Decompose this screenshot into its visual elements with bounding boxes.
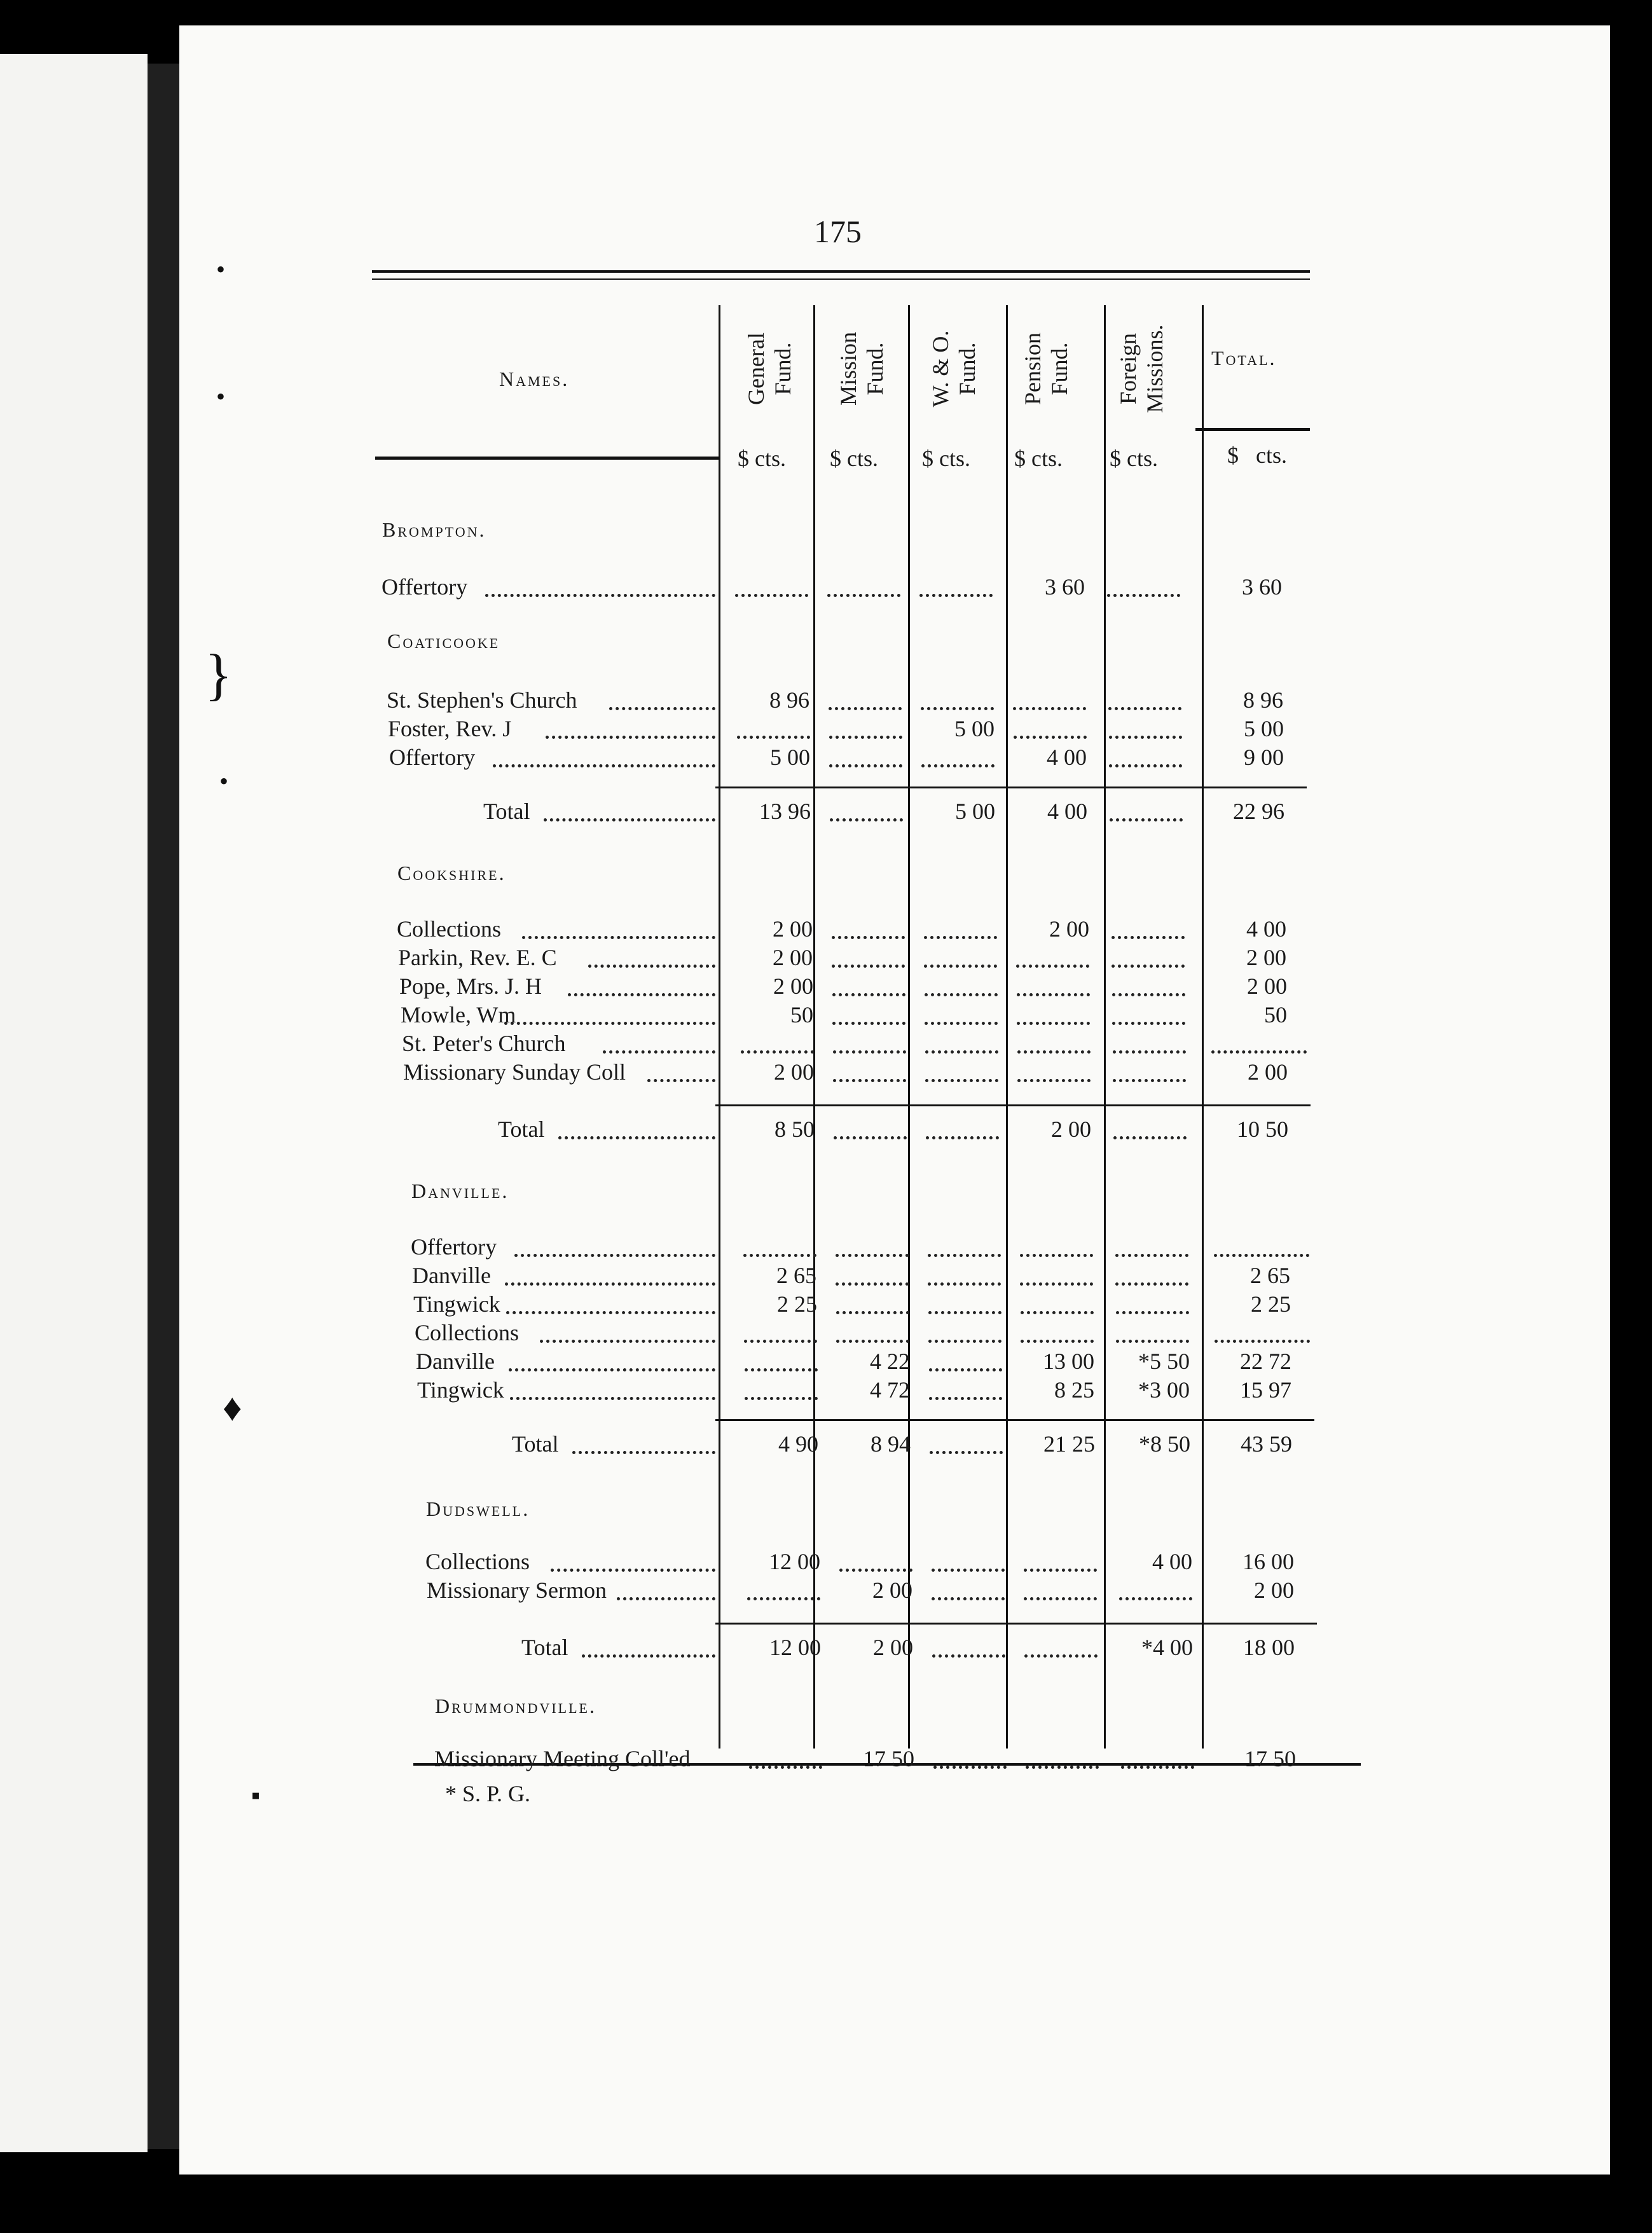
empty-cell-dots: [1107, 594, 1180, 597]
total-label: Total: [521, 1635, 568, 1660]
empty-cell-dots: [1017, 1050, 1091, 1054]
empty-cell-dots: [928, 1282, 1001, 1286]
fund-value: 2 00: [872, 1577, 912, 1603]
empty-cell-dots: [1020, 1282, 1093, 1286]
entry-name: Missionary Sermon: [427, 1577, 607, 1603]
leader-dots: [510, 1397, 715, 1400]
empty-cell-dots: [925, 1022, 998, 1025]
empty-cell-dots: [836, 1311, 909, 1314]
empty-cell-dots: [735, 594, 808, 597]
names-header: Names.: [499, 368, 570, 390]
empty-cell-dots: [1119, 1597, 1192, 1600]
empty-cell-dots: [1109, 736, 1182, 739]
empty-cell-dots: [749, 1766, 822, 1769]
empty-cell-dots: [932, 1569, 1005, 1572]
empty-cell-dots: [832, 936, 905, 939]
entry-name: Danville: [416, 1349, 495, 1374]
section-heading: Brompton.: [382, 518, 486, 541]
fund-value: 13 00: [1043, 1349, 1094, 1374]
empty-cell-dots: [921, 764, 995, 767]
empty-cell-dots: [1024, 1569, 1097, 1572]
leader-dots: [540, 1340, 715, 1343]
empty-cell-dots: [1021, 1340, 1094, 1343]
leader-dots: [505, 1282, 715, 1286]
empty-cell-dots: [929, 1397, 1002, 1400]
empty-cell-dots: [832, 1022, 905, 1025]
empty-cell-dots: [1026, 1766, 1099, 1769]
empty-cell-dots: [1115, 1254, 1188, 1257]
column-header: [814, 305, 909, 432]
row-total: 22 72: [1240, 1349, 1291, 1374]
column-header: [906, 305, 1002, 432]
bracket-mark: }: [205, 643, 233, 706]
entry-name: Offertory: [411, 1234, 497, 1260]
fund-value: *8 50: [1139, 1431, 1190, 1457]
fund-value: *5 50: [1138, 1349, 1190, 1374]
entry-name: Offertory: [389, 745, 476, 770]
empty-cell-dots: [928, 1340, 1002, 1343]
row-total: 2 65: [1250, 1263, 1290, 1288]
fund-value: 8 25: [1054, 1377, 1094, 1403]
column-header-label: Foreign Missions.: [1115, 324, 1167, 413]
fund-value: 2 00: [774, 1059, 814, 1085]
fund-value: 8 50: [774, 1116, 815, 1142]
leader-dots: [544, 818, 715, 821]
column-divider: [813, 305, 815, 1749]
fund-value: 5 00: [770, 745, 810, 770]
empty-cell-dots: [1017, 1079, 1091, 1082]
scan-border: [1610, 64, 1652, 2233]
total-label: Total: [498, 1116, 545, 1142]
fund-value: 17 50: [863, 1746, 914, 1771]
empty-cell-dots: [839, 1569, 912, 1572]
empty-total-dots: [1214, 1254, 1309, 1257]
empty-cell-dots: [925, 1079, 998, 1082]
fund-value: 3 60: [1045, 574, 1085, 600]
row-total: 17 50: [1244, 1746, 1296, 1771]
fund-value: 21 25: [1043, 1431, 1095, 1457]
total-header: Total.: [1211, 347, 1277, 369]
empty-cell-dots: [829, 707, 902, 710]
empty-cell-dots: [745, 1397, 818, 1400]
empty-cell-dots: [836, 1254, 909, 1257]
fund-value: 2 00: [773, 973, 813, 999]
entry-name: Collections: [425, 1549, 530, 1574]
names-rule: [375, 457, 719, 460]
empty-cell-dots: [1112, 936, 1185, 939]
entry-name: Missionary Meeting Coll'ed: [434, 1746, 691, 1771]
column-divider: [1202, 305, 1204, 1749]
column-header-label: Mission Fund.: [836, 331, 888, 406]
fund-value: 2 00: [773, 945, 813, 970]
leader-dots: [504, 1022, 715, 1025]
fund-value: 4 00: [1047, 745, 1087, 770]
empty-cell-dots: [827, 594, 900, 597]
empty-cell-dots: [1016, 965, 1089, 968]
fund-value: 4 22: [870, 1349, 910, 1374]
row-total: 4 00: [1246, 916, 1286, 942]
facing-page: [0, 54, 148, 2152]
row-total: 16 00: [1242, 1549, 1294, 1574]
empty-cell-dots: [1112, 965, 1185, 968]
entry-name: Danville: [412, 1263, 491, 1288]
empty-cell-dots: [926, 1136, 999, 1139]
empty-cell-dots: [832, 993, 905, 996]
empty-total-dots: [1215, 1340, 1310, 1343]
column-divider: [1006, 305, 1008, 1749]
empty-cell-dots: [1013, 707, 1086, 710]
unit-label: $ cts.: [1014, 446, 1063, 471]
empty-cell-dots: [1017, 1022, 1090, 1025]
leader-dots: [603, 1050, 715, 1054]
empty-cell-dots: [929, 1368, 1002, 1371]
column-header: [998, 305, 1094, 432]
section-heading: Dudswell.: [426, 1497, 530, 1520]
fund-value: 12 00: [769, 1635, 821, 1660]
fund-value: 4 72: [870, 1377, 910, 1403]
column-header: [722, 305, 817, 432]
section-heading: Danville.: [411, 1179, 509, 1202]
fund-value: 2 00: [873, 1635, 913, 1660]
section-heading: Cookshire.: [397, 862, 506, 884]
leader-dots: [506, 1311, 715, 1314]
row-total: 2 00: [1246, 945, 1286, 970]
leader-dots: [522, 936, 715, 939]
leader-dots: [509, 1368, 715, 1371]
leader-dots: [588, 965, 715, 968]
empty-cell-dots: [1112, 993, 1185, 996]
empty-cell-dots: [1115, 1282, 1188, 1286]
unit-label: $ cts.: [738, 446, 786, 471]
page-number: 175: [814, 214, 862, 249]
empty-cell-dots: [1113, 1136, 1187, 1139]
row-total: 2 00: [1248, 1059, 1288, 1085]
empty-cell-dots: [921, 707, 994, 710]
fund-value: 2 00: [773, 916, 813, 942]
row-total: 2 25: [1251, 1291, 1291, 1317]
total-label: Total: [512, 1431, 559, 1457]
empty-cell-dots: [928, 1311, 1002, 1314]
entry-name: Offertory: [382, 574, 468, 600]
empty-cell-dots: [1017, 993, 1090, 996]
fund-value: 5 00: [955, 799, 995, 824]
entry-name: Tingwick: [413, 1291, 500, 1317]
row-total: 10 50: [1237, 1116, 1288, 1142]
row-total: 18 00: [1243, 1635, 1295, 1660]
fund-value: 2 25: [777, 1291, 817, 1317]
empty-cell-dots: [836, 1282, 909, 1286]
leader-dots: [582, 1654, 715, 1658]
leader-dots: [551, 1569, 715, 1572]
row-total: 5 00: [1244, 716, 1284, 741]
empty-cell-dots: [919, 594, 993, 597]
row-total: 43 59: [1241, 1431, 1292, 1457]
empty-cell-dots: [925, 1050, 998, 1054]
row-total: 50: [1264, 1002, 1287, 1027]
empty-cell-dots: [1014, 736, 1087, 739]
entry-name: Collections: [415, 1320, 519, 1345]
unit-label: $ cts.: [830, 446, 878, 471]
stray-mark: ♦: [223, 1387, 242, 1429]
entry-name: Collections: [397, 916, 501, 942]
empty-cell-dots: [1116, 1340, 1189, 1343]
fund-value: 4 00: [1047, 799, 1087, 824]
empty-cell-dots: [930, 1451, 1003, 1454]
empty-cell-dots: [1108, 707, 1181, 710]
empty-cell-dots: [745, 1368, 818, 1371]
empty-cell-dots: [1112, 1022, 1185, 1025]
entry-name: Foster, Rev. J: [388, 716, 512, 741]
footnote: * S. P. G.: [445, 1781, 531, 1806]
empty-cell-dots: [1021, 1311, 1094, 1314]
empty-cell-dots: [1109, 764, 1182, 767]
leader-dots: [617, 1597, 715, 1600]
empty-cell-dots: [1024, 1654, 1098, 1658]
unit-label: $ cts.: [922, 446, 970, 471]
fund-value: 50: [790, 1002, 813, 1027]
empty-cell-dots: [744, 1340, 817, 1343]
book-spine: [148, 64, 179, 2149]
fund-value: 8 94: [871, 1431, 911, 1457]
empty-cell-dots: [830, 818, 903, 821]
top-rule-thin: [372, 278, 1310, 280]
empty-cell-dots: [834, 1136, 907, 1139]
column-header: [1094, 305, 1189, 432]
column-header-label: General Fund.: [743, 333, 795, 405]
empty-cell-dots: [1113, 1079, 1186, 1082]
empty-cell-dots: [836, 1340, 909, 1343]
empty-cell-dots: [737, 736, 810, 739]
empty-cell-dots: [829, 736, 902, 739]
column-header-label: W. & O. Fund.: [928, 330, 980, 408]
empty-cell-dots: [747, 1597, 820, 1600]
subtotal-rule: [715, 1419, 1314, 1421]
leader-dots: [609, 707, 715, 710]
column-header-label: Pension Fund.: [1020, 332, 1072, 406]
section-heading: Coaticooke: [387, 629, 500, 652]
empty-cell-dots: [932, 1597, 1005, 1600]
empty-cell-dots: [924, 965, 997, 968]
fund-value: 2 00: [1051, 1116, 1091, 1142]
leader-dots: [568, 993, 715, 996]
leader-dots: [558, 1136, 715, 1139]
empty-cell-dots: [1110, 818, 1183, 821]
leader-dots: [572, 1451, 715, 1454]
subtotal-rule: [715, 1623, 1317, 1625]
empty-cell-dots: [833, 1050, 906, 1054]
leader-dots: [514, 1254, 715, 1257]
entry-name: St. Peter's Church: [402, 1031, 566, 1056]
total-rule: [1195, 428, 1310, 431]
fund-value: 5 00: [954, 716, 995, 741]
subtotal-rule: [715, 787, 1307, 788]
subtotal-rule: [715, 1104, 1311, 1106]
empty-cell-dots: [832, 965, 905, 968]
leader-dots: [493, 764, 715, 767]
entry-name: Mowle, Wm: [401, 1002, 516, 1027]
entry-name: Parkin, Rev. E. C: [398, 945, 557, 970]
stray-mark: •: [216, 255, 226, 284]
leader-dots: [647, 1079, 715, 1082]
row-total: 2 00: [1254, 1577, 1294, 1603]
fund-value: 13 96: [759, 799, 811, 824]
column-divider: [1104, 305, 1106, 1749]
row-total: 9 00: [1244, 745, 1284, 770]
empty-cell-dots: [925, 993, 998, 996]
total-unit-label: $ cts.: [1227, 443, 1287, 468]
empty-cell-dots: [1121, 1766, 1194, 1769]
row-total: 8 96: [1243, 687, 1283, 713]
fund-value: 4 90: [778, 1431, 818, 1457]
fund-value: 2 00: [1049, 916, 1089, 942]
fund-value: 4 00: [1152, 1549, 1192, 1574]
entry-name: Tingwick: [417, 1377, 504, 1403]
section-heading: Drummondville.: [435, 1694, 596, 1717]
fund-value: *3 00: [1138, 1377, 1190, 1403]
empty-cell-dots: [741, 1050, 814, 1054]
fund-value: *4 00: [1141, 1635, 1193, 1660]
empty-cell-dots: [1024, 1597, 1097, 1600]
fund-value: 12 00: [769, 1549, 820, 1574]
empty-cell-dots: [924, 936, 997, 939]
fund-value: 8 96: [769, 687, 809, 713]
leader-dots: [546, 736, 715, 739]
column-divider: [719, 305, 720, 1749]
total-label: Total: [483, 799, 530, 824]
entry-name: Missionary Sunday Coll: [403, 1059, 626, 1085]
empty-cell-dots: [928, 1254, 1001, 1257]
entry-name: St. Stephen's Church: [387, 687, 577, 713]
row-total: 2 00: [1247, 973, 1287, 999]
empty-cell-dots: [1113, 1050, 1186, 1054]
stray-mark: ▪: [251, 1781, 261, 1810]
stray-mark: •: [216, 382, 226, 411]
empty-cell-dots: [932, 1654, 1005, 1658]
leader-dots: [485, 594, 715, 597]
top-rule: [372, 270, 1310, 273]
empty-total-dots: [1211, 1050, 1307, 1054]
row-total: 15 97: [1240, 1377, 1291, 1403]
empty-cell-dots: [1116, 1311, 1189, 1314]
column-divider: [908, 305, 910, 1749]
empty-cell-dots: [743, 1254, 816, 1257]
entry-name: Pope, Mrs. J. H: [399, 973, 542, 999]
row-total: 22 96: [1233, 799, 1284, 824]
empty-cell-dots: [933, 1766, 1007, 1769]
fund-value: 2 65: [776, 1263, 816, 1288]
stray-mark: •: [219, 767, 229, 795]
empty-cell-dots: [833, 1079, 906, 1082]
row-total: 3 60: [1242, 574, 1282, 600]
empty-cell-dots: [1020, 1254, 1093, 1257]
unit-label: $ cts.: [1110, 446, 1158, 471]
empty-cell-dots: [829, 764, 902, 767]
